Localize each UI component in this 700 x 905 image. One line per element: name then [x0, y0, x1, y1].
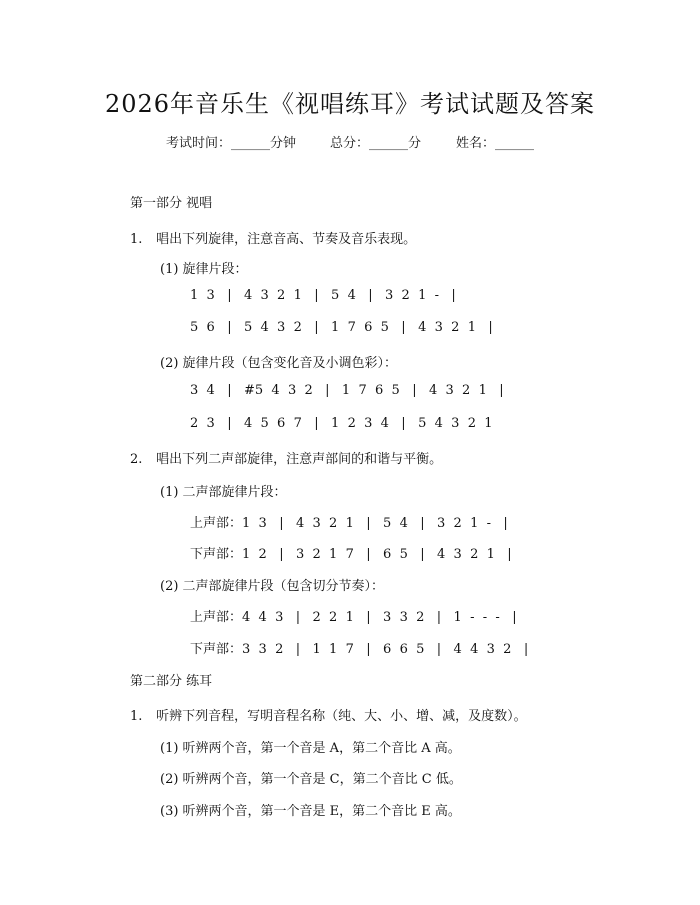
sub-question-label: (1) 旋律片段：	[160, 262, 248, 277]
question-2-1	[130, 705, 527, 724]
melody-line: 5 6 | 5 4 3 2 | 1 7 6 5 | 4 3 2 1 |	[190, 320, 493, 335]
question-1-1	[130, 228, 416, 247]
question-text: 听辨下列音程，写明音程名称（纯、大、小、增、减，及度数）。	[156, 709, 527, 724]
part1-heading: 第一部分 视唱	[130, 196, 213, 211]
question-text: 唱出下列二声部旋律，注意声部间的和谐与平衡。	[156, 452, 443, 467]
question-text: 唱出下列旋律，注意音高、节奏及音乐表现。	[156, 232, 417, 247]
melody-line: 1 3 | 4 3 2 1 | 5 4 | 3 2 1 - |	[190, 288, 456, 303]
exam-time-field: 考试时间：______分钟	[166, 136, 297, 151]
total-score-field: 总分：______分	[330, 136, 422, 151]
voice-line: 下声部：3 3 2 | 1 1 7 | 6 6 5 | 4 4 3 2 |	[190, 642, 529, 657]
voice-line: 下声部：1 2 | 3 2 1 7 | 6 5 | 4 3 2 1 |	[190, 547, 512, 562]
melody-line: 3 4 | #5 4 3 2 | 1 7 6 5 | 4 3 2 1 |	[190, 383, 504, 398]
listening-item: (2) 听辨两个音，第一个音是 C，第二个音比 C 低。	[160, 772, 462, 787]
page-title: 2026年音乐生《视唱练耳》考试试题及答案	[104, 90, 596, 118]
sub-question-label: (2) 二声部旋律片段（包含切分节奏）：	[160, 579, 385, 594]
part2-heading: 第二部分 练耳	[130, 674, 213, 689]
question-number: 2.	[130, 452, 143, 467]
voice-line: 上声部：4 4 3 | 2 2 1 | 3 3 2 | 1 - - - |	[190, 610, 517, 625]
listening-item: (1) 听辨两个音，第一个音是 A，第二个音比 A 高。	[160, 741, 461, 756]
sub-question-label: (1) 二声部旋律片段：	[160, 485, 287, 500]
student-name-field: 姓名：______	[456, 136, 535, 151]
melody-line: 2 3 | 4 5 6 7 | 1 2 3 4 | 5 4 3 2 1	[190, 416, 493, 431]
sub-question-label: (2) 旋律片段（包含变化音及小调色彩）：	[160, 356, 398, 371]
question-number: 1.	[130, 232, 143, 247]
question-number: 1.	[130, 709, 143, 724]
listening-item: (3) 听辨两个音，第一个音是 E，第二个音比 E 高。	[160, 804, 461, 819]
question-1-2	[130, 448, 442, 467]
voice-line: 上声部：1 3 | 4 3 2 1 | 5 4 | 3 2 1 - |	[190, 516, 508, 531]
